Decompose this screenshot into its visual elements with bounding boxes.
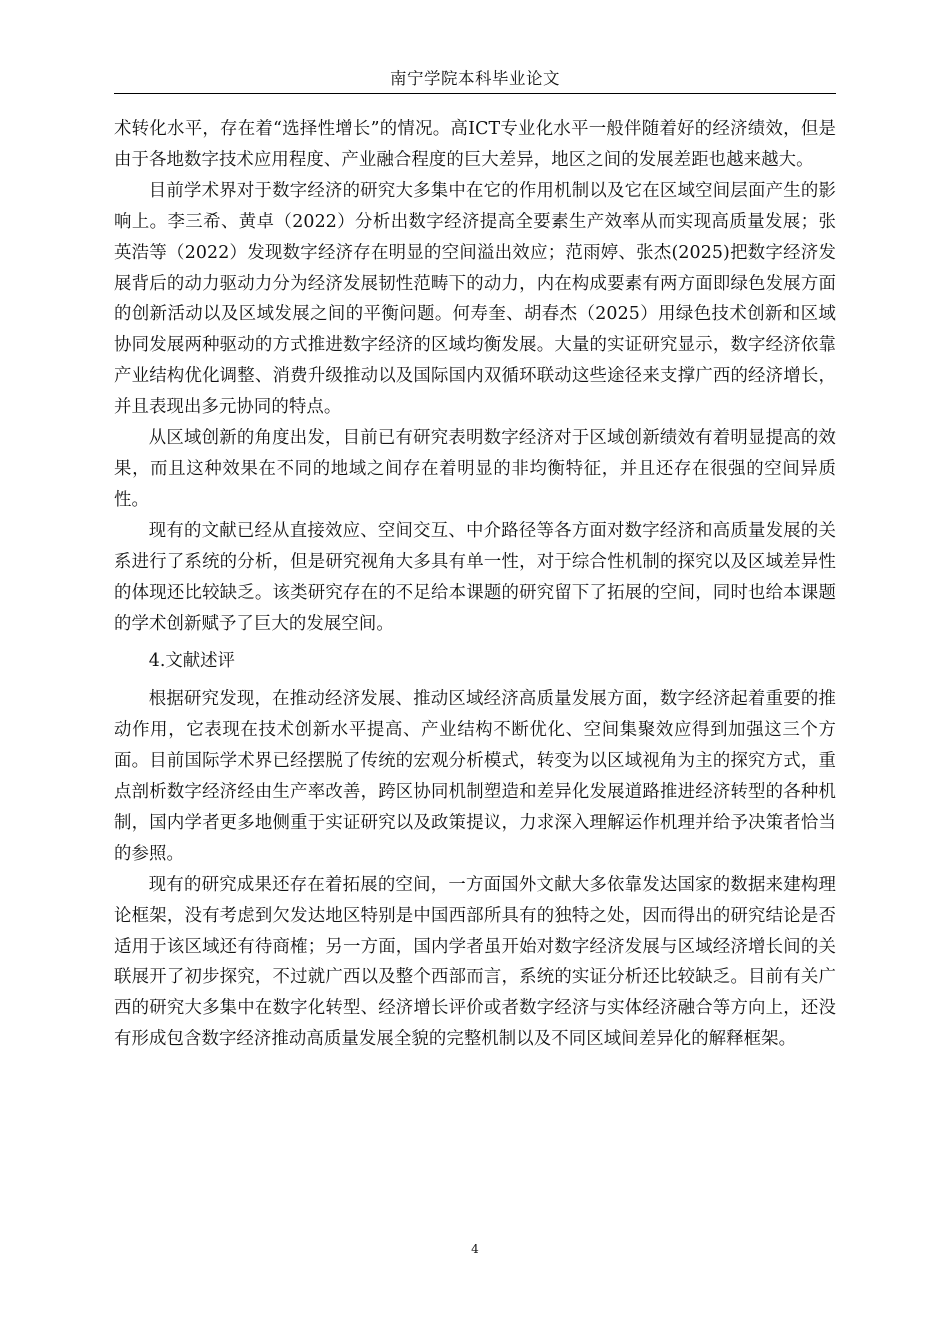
paragraph: 现有的文献已经从直接效应、空间交互、中介路径等各方面对数字经济和高质量发展的关系进行了系统的分析，但是研究视角大多具有单一性，对于综合性机制的探究以及区域差异性的体现还比较缺乏。该类研究存在的不足给本课题的研究留下了拓展的空间，同时也给本课题的学术创新赋予了巨大的发展空间。 [114,520,836,634]
paragraph: 术转化水平，存在着“选择性增长”的情况。高ICT专业化水平一般伴随着好的经济绩效，但是由于各地数字技术应用程度、产业融合程度的巨大差异，地区之间的发展差距也越来越大。 [114,119,836,170]
paragraph: 现有的研究成果还存在着拓展的空间，一方面国外文献大多依靠发达国家的数据来建构理论框架，没有考虑到欠发达地区特别是中国西部所具有的独特之处，因而得出的研究结论是否适用于该区域还有待商榷；另一方面，国内学者虽开始对数字经济发展与区域经济增长间的关联展开了初步探究，不过就广西以及整个西部而言，系统的实证分析还比较缺乏。目前有关广西的研究大多集中在数字化转型、经济增长评价或者数字经济与实体经济融合等方向上，还没有形成包含数字经济推动高质量发展全貌的完整机制以及不同区域间差异化的解释框架。 [114,874,836,1050]
body-text [114,114,836,1055]
paragraph: 从区域创新的角度出发，目前已有研究表明数字经济对于区域创新绩效有着明显提高的效果，而且这种效果在不同的地域之间存在着明显的非均衡特征，并且还存在很强的空间异质性。 [114,428,836,510]
page-number: 4 [471,1242,479,1256]
running-header: 南宁学院本科毕业论文 [390,69,560,88]
paragraph: 目前学术界对于数字经济的研究大多集中在它的作用机制以及它在区域空间层面产生的影响上。李三希、黄卓（2022）分析出数字经济提高全要素生产效率从而实现高质量发展；张英浩等（2022）发现数字经济存在明显的空间溢出效应；范雨婷、张杰(2025)把数字经济发展背后的动力驱动力分为经济发展韧性范畴下的动力，内在构成要素有两方面即绿色发展方面的创新活动以及区域发展之间的平衡问题。何寿奎、胡春杰（2025）用绿色技术创新和区域协同发展两种驱动的方式推进数字经济的区域均衡发展。大量的实证研究显示，数字经济依靠产业结构优化调整、消费升级推动以及国际国内双循环联动这些途径来支撑广西的经济增长，并且表现出多元协同的特点。 [114,180,836,418]
header-rule [114,93,836,94]
paragraph: 根据研究发现，在推动经济发展、推动区域经济高质量发展方面，数字经济起着重要的推动作用，它表现在技术创新水平提高、产业结构不断优化、空间集聚效应得到加强这三个方面。目前国际学术界已经摆脱了传统的宏观分析模式，转变为以区域视角为主的探究方式，重点剖析数字经济经由生产率改善，跨区协同机制塑造和差异化发展道路推进经济转型的各种机制，国内学者更多地侧重于实证研究以及政策提议，力求深入理解运作机理并给予决策者恰当的参照。 [114,689,836,864]
section-heading: 4.文献述评 [148,651,235,672]
